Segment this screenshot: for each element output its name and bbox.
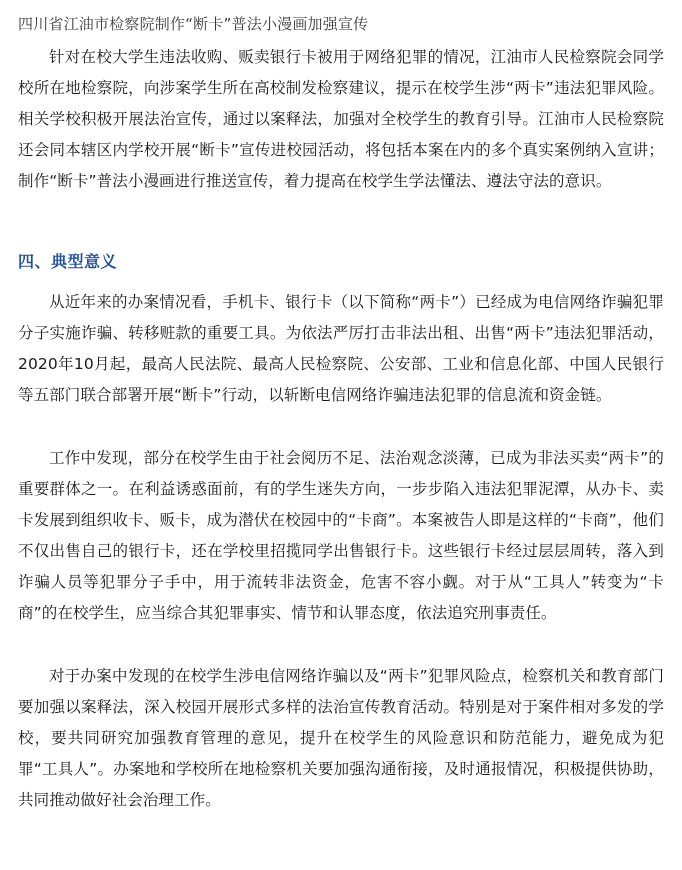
paragraph-section-3: 对于办案中发现的在校学生涉电信网络诈骗以及“两卡”犯罪风险点，检察机关和教育部门要加强以案释法，深入校园开展形式多样的法治宣传教育活动。特别是对于案件相对多发的学校，要共同研究加强教育管理的意见，提升在校学生的风险意识和防范能力，避免成为犯罪“工具人”。办案地和学校所在地检察机关要加强沟通衔接，及时通报情况，积极提供协助，共同推动做好社会治理工作。: [18, 667, 664, 809]
spacer: [18, 211, 664, 221]
paragraph-section-2: 工作中发现，部分在校学生由于社会阅历不足、法治观念淡薄，已成为非法买卖“两卡”的重要群体之一。在利益诱惑面前，有的学生迷失方向，一步步陷入违法犯罪泥潭，从办卡、卖卡发展到组织收卡、贩卡，成为潜伏在校园中的“卡商”。本案被告人即是这样的“卡商”，他们不仅出售自己的银行卡，还在学校里招揽同学出售银行卡。这些银行卡经过层层周转，落入到诈骗人员等犯罪分子手中，用于流转非法资金，危害不容小觑。对于从“工具人”转变为“卡商”的在校学生，应当综合其犯罪事实、情节和认罪态度，依法追究刑事责任。: [18, 449, 665, 622]
section-title-typical-significance: 四、典型意义: [18, 252, 118, 271]
spacer: [18, 425, 664, 443]
document-heading: 四川省江油市检察院制作“断卡”普法小漫画加强宣传: [18, 15, 369, 33]
spacer: [18, 643, 664, 661]
paragraph-intro: 针对在校大学生违法收购、贩卖银行卡被用于网络犯罪的情况，江油市人民检察院会同学校所在地检察院，向涉案学生所在高校制发检察建议，提示在校学生涉“两卡”违法犯罪风险。相关学校积极开展法治宣传，通过以案释法，加强对全校学生的教育引导。江油市人民检察院还会同本辖区内学校开展“断卡”宣传进校园活动，将包括本案在内的多个真实案例纳入宣讲；制作“断卡”普法小漫画进行推送宣传，着力提高在校学生学法懂法、遵法守法的意识。: [18, 48, 664, 190]
paragraph-section-1: 从近年来的办案情况看，手机卡、银行卡（以下简称“两卡”）已经成为电信网络诈骗犯罪分子实施诈骗、转移赃款的重要工具。为依法严厉打击非法出租、出售“两卡”违法犯罪活动，2020年10月起，最高人民法院、最高人民检察院、公安部、工业和信息化部、中国人民银行等五部门联合部署开展“断卡”行动，以斩断电信网络诈骗违法犯罪的信息流和资金链。: [18, 293, 664, 404]
